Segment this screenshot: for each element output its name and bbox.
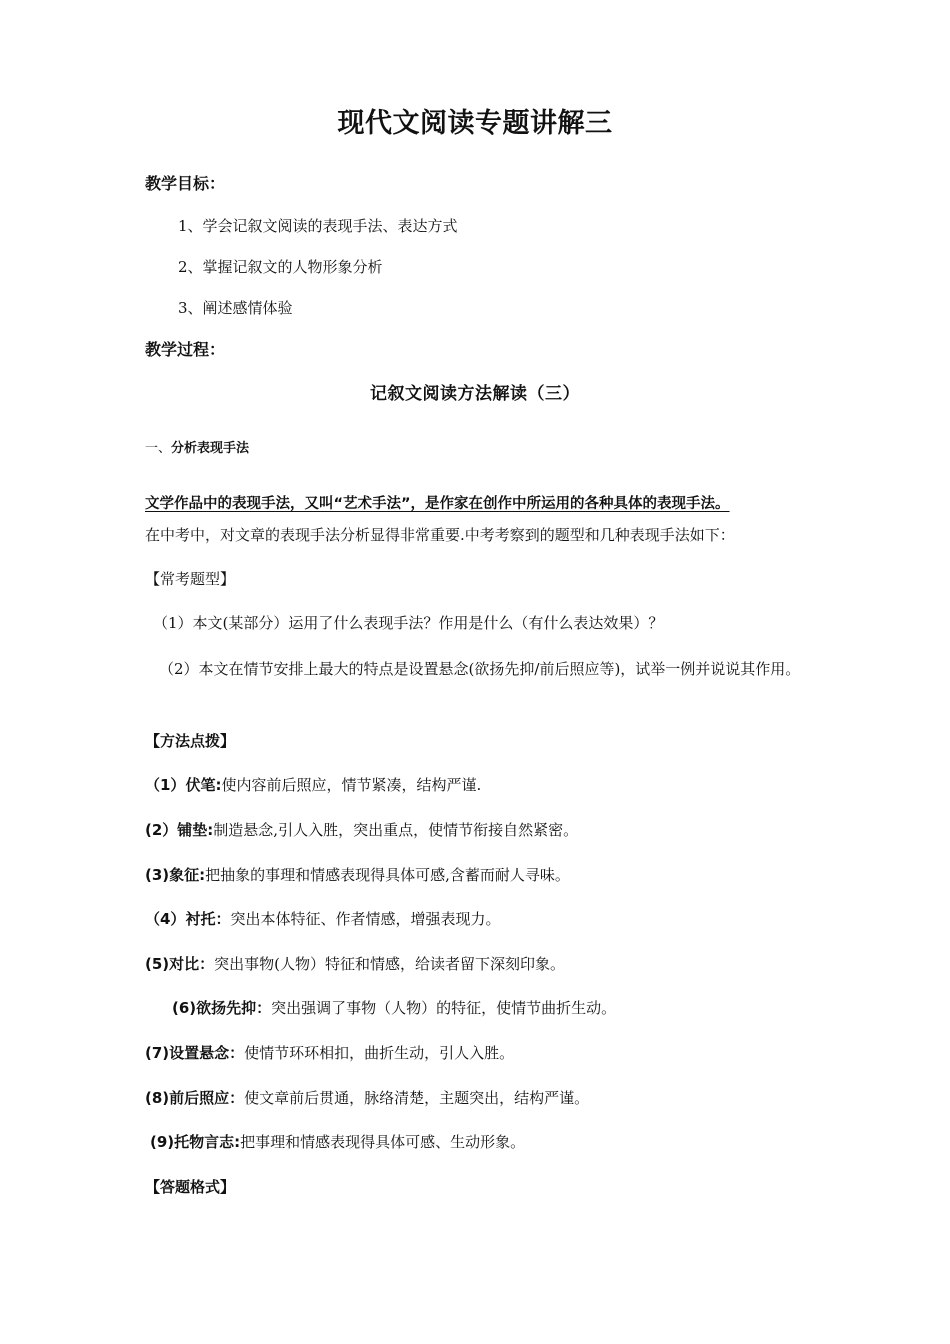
method-term: 铺垫: [177,821,214,839]
method-term: 前后照应： [169,1089,245,1107]
part1-heading-text: 分析表现手法 [171,441,250,456]
method-item [145,868,570,883]
method-term: 象征: [169,866,206,884]
part1-prefix: 一、 [145,441,172,456]
method-number: (8) [145,1089,170,1107]
method-desc: 突出事物(人物）特征和情感，给读者留下深刻印象。 [214,955,566,973]
method-term: 托物言志: [174,1133,241,1151]
method-number: (9) [150,1133,175,1151]
definition-text: 文学作品中的表现手法，又叫“艺术手法”，是作家在创作中所运用的各种具体的表现手法。 [145,496,730,512]
goal-item: 1、学会记叙文阅读的表现手法、表达方式 [178,217,458,235]
method-item [145,1046,514,1061]
method-desc: 使内容前后照应，情节紧凑，结构严谨. [221,776,482,794]
method-item [145,1091,589,1106]
method-term: 对比： [169,955,215,973]
goal-item: 2、掌握记叙文的人物形象分析 [178,258,383,276]
method-desc: 使情节环环相扣，曲折生动，引人入胜。 [244,1044,515,1062]
process-heading: 教学过程： [145,340,226,359]
methods-heading: 【方法点拨】 [145,732,236,750]
goal-item: 3、阐述感情体验 [178,299,293,317]
method-desc: 把抽象的事理和情感表现得具体可感,含蓄而耐人寻味。 [205,866,570,884]
goals-heading: 教学目标： [145,174,226,193]
intro-text: 在中考中，对文章的表现手法分析显得非常重要.中考考察到的题型和几种表现手法如下： [145,526,735,544]
common-type-item: （2）本文在情节安排上最大的特点是设置悬念(欲扬先抑/前后照应等)，试举一例并说说其作用。 [159,660,801,678]
method-desc: 制造悬念,引人入胜，突出重点，使情节衔接自然紧密。 [213,821,579,839]
method-desc: 使文章前后贯通，脉络清楚，主题突出，结构严谨。 [244,1089,590,1107]
document-title: 现代文阅读专题讲解三 [337,108,613,139]
method-item [145,912,500,927]
common-type-item: （1）本文(某部分）运用了什么表现手法？作用是什么（有什么表达效果）？ [153,614,664,632]
method-desc: 突出本体特征、作者情感，增强表现力。 [230,910,501,928]
method-item [145,823,578,838]
method-number: （4） [145,910,186,928]
method-number: (5) [145,955,170,973]
method-item [145,957,565,972]
part1-heading [145,442,249,455]
method-term: 欲扬先抑： [196,999,272,1017]
method-desc: 突出强调了事物（人物）的特征，使情节曲折生动。 [271,999,617,1017]
method-term: 伏笔: [185,776,222,794]
answer-format-heading: 【答题格式】 [145,1178,236,1196]
method-item [150,1135,525,1150]
method-desc: 把事理和情感表现得具体可感、生动形象。 [240,1133,526,1151]
method-number: (3) [145,866,170,884]
method-term: 衬托： [185,910,231,928]
method-number: (2） [145,821,178,839]
common-types-heading: 【常考题型】 [145,570,236,588]
method-number: (6) [172,999,197,1017]
method-term: 设置悬念： [169,1044,245,1062]
method-number: （1） [145,776,186,794]
section-title: 记叙文阅读方法解读（三） [370,384,580,404]
method-item [145,778,481,793]
method-item [172,1001,616,1016]
method-number: (7) [145,1044,170,1062]
